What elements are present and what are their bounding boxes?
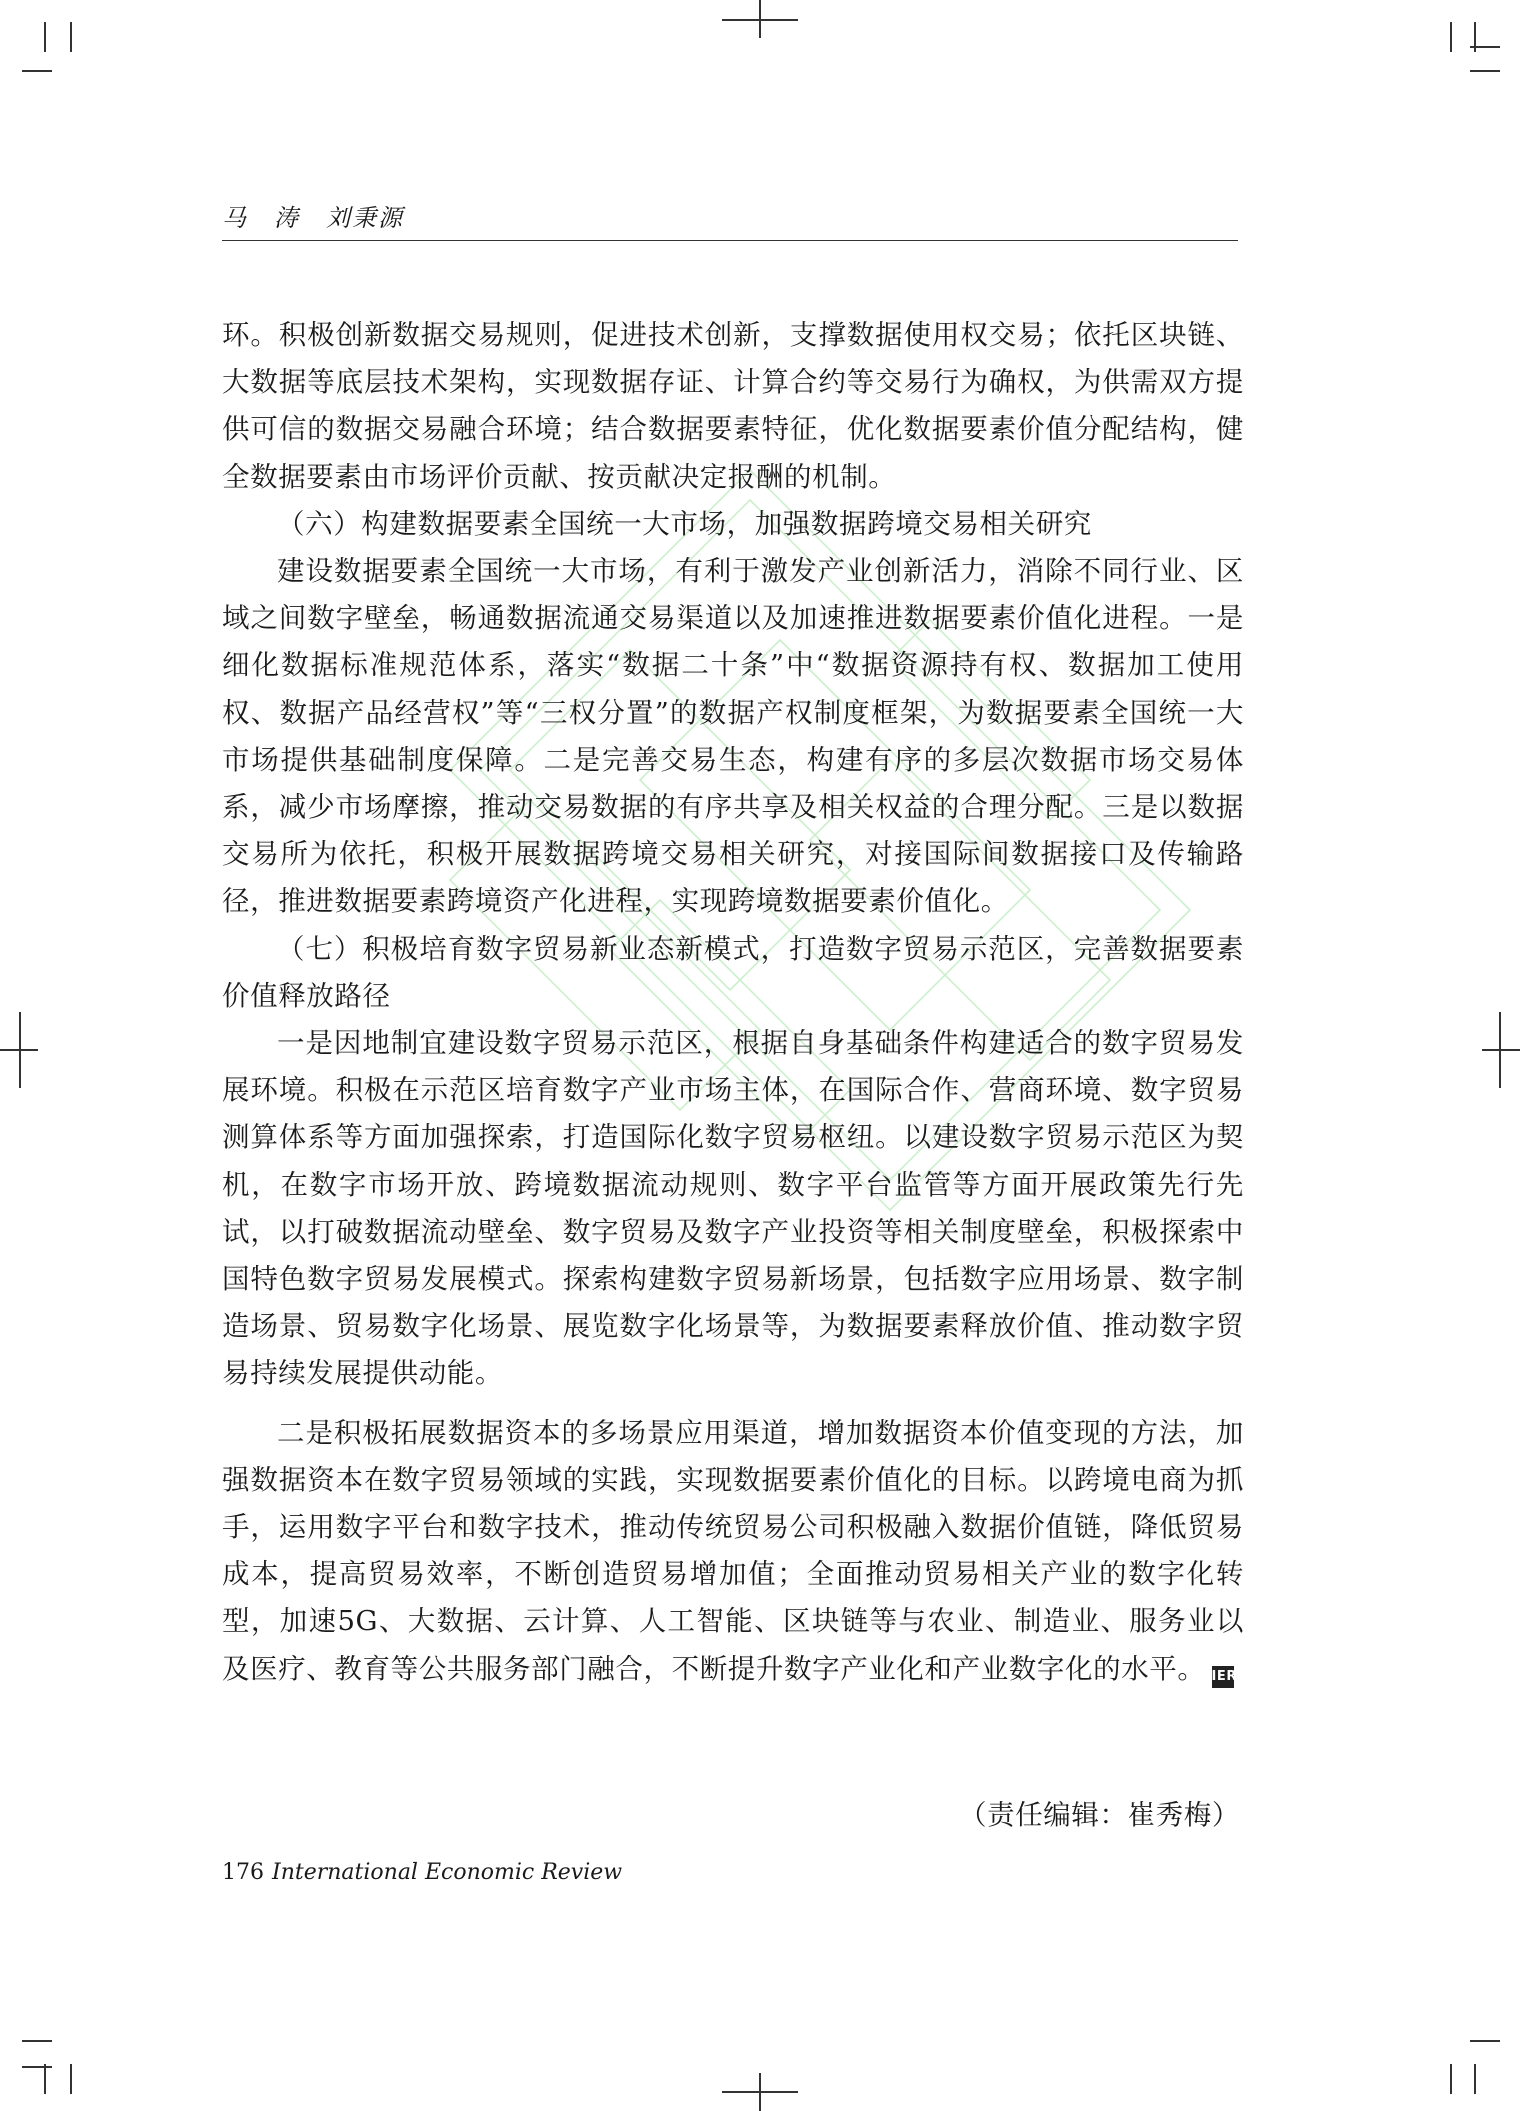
paragraph-demo-zone: 一是因地制宜建设数字贸易示范区，根据自身基础条件构建适合的数字贸易发展环境。积极在示范区培育数字产业市场主体，在国际合作、营商环境、数字贸易测算体系等方面加强探索，打造国际化数字贸易枢纽。以建设数字贸易示范区为契机，在数字市场开放、跨境数据流动规则、数字平台监管等方面开展政策先行先试，以打破数据流动壁垒、数字贸易及数字产业投资等相关制度壁垒，积极探索中国特色数字贸易发展模式。探索构建数字贸易新场景，包括数字应用场景、数字制造场景、贸易数字化场景、展览数字化场景等，为数据要素释放价值、推动数字贸易持续发展提供动能。 <box>222 1027 1244 1390</box>
paragraph-data-capital <box>222 1410 1244 1693</box>
registration-right-h <box>1482 1049 1520 1051</box>
crop-mark-bottom-right-v2 <box>1474 2064 1476 2094</box>
crop-mark-top-right-h <box>1470 46 1500 48</box>
section-heading-6: （六）构建数据要素全国统一大市场，加强数据跨境交易相关研究 <box>277 507 1092 540</box>
page-number: 176 <box>222 1860 264 1885</box>
paragraph-unified-market: 建设数据要素全国统一大市场，有利于激发产业创新活力，消除不同行业、区域之间数字壁垒，畅通数据流通交易渠道以及加速推进数据要素价值化进程。一是细化数据标准规范体系，落实“数据二十条”中“数据资源持有权、数据加工使用权、数据产品经营权”等“三权分置”的数据产权制度框架，为数据要素全国统一大市场提供基础制度保障。二是完善交易生态，构建有序的多层次数据市场交易体系，减少市场摩擦，推动交易数据的有序共享及相关权益的合理分配。三是以数据交易所为依托，积极开展数据跨境交易相关研究，对接国际间数据接口及传输路径，推进数据要素跨境资产化进程，实现跨境数据要素价值化。 <box>222 555 1244 918</box>
running-head-authors: 马 涛 刘秉源 <box>222 204 404 232</box>
crop-mark-bottom-left-h <box>22 2040 52 2042</box>
paragraph-continuation: 环。积极创新数据交易规则，促进技术创新，支撑数据使用权交易；依托区块链、大数据等底层技术架构，实现数据存证、计算合约等交易行为确权，为供需双方提供可信的数据交易融合环境；结合数据要素特征，优化数据要素价值分配结构，健全数据要素由市场评价贡献、按贡献决定报酬的机制。 <box>222 319 1244 493</box>
crop-mark-bottom-left-v <box>44 2064 46 2094</box>
header-rule <box>222 240 1238 241</box>
registration-bottom-h <box>722 2091 798 2093</box>
crop-mark-top-left-v <box>44 22 46 52</box>
registration-left-v <box>19 1012 21 1088</box>
crop-mark-top-right-h2 <box>1470 70 1500 72</box>
crop-mark-top-left-h <box>22 70 52 72</box>
crop-mark-bottom-right-h <box>1470 2040 1500 2042</box>
crop-mark-bottom-right-v <box>1450 2064 1452 2094</box>
crop-mark-top-left-v2 <box>70 22 72 52</box>
registration-top-h <box>722 19 798 21</box>
journal-name: International Economic Review <box>272 1860 623 1885</box>
crop-mark-bottom-left-h2 <box>22 2066 52 2068</box>
page-footer <box>222 1860 622 1885</box>
paragraph-data-capital-text: 二是积极拓展数据资本的多场景应用渠道，增加数据资本价值变现的方法，加强数据资本在数字贸易领域的实践，实现数据要素价值化的目标。以跨境电商为抓手，运用数字平台和数字技术，推动传统贸易公司积极融入数据价值链，降低贸易成本，提高贸易效率，不断创造贸易增加值；全面推动贸易相关产业的数字化转型，加速5G、大数据、云计算、人工智能、区块链等与农业、制造业、服务业以及医疗、教育等公共服务部门融合，不断提升数字产业化和产业数字化的水平。 <box>222 1416 1244 1685</box>
section-heading-7: （七）积极培育数字贸易新业态新模式，打造数字贸易示范区，完善数据要素价值释放路径 <box>222 932 1244 1012</box>
registration-right-v <box>1499 1012 1501 1088</box>
journal-end-mark-icon: IER <box>1212 1666 1234 1688</box>
editor-note: （责任编辑：崔秀梅） <box>959 1799 1240 1831</box>
article-body <box>222 312 1244 1693</box>
crop-mark-bottom-left-v2 <box>70 2064 72 2094</box>
crop-mark-top-right-v <box>1450 22 1452 52</box>
